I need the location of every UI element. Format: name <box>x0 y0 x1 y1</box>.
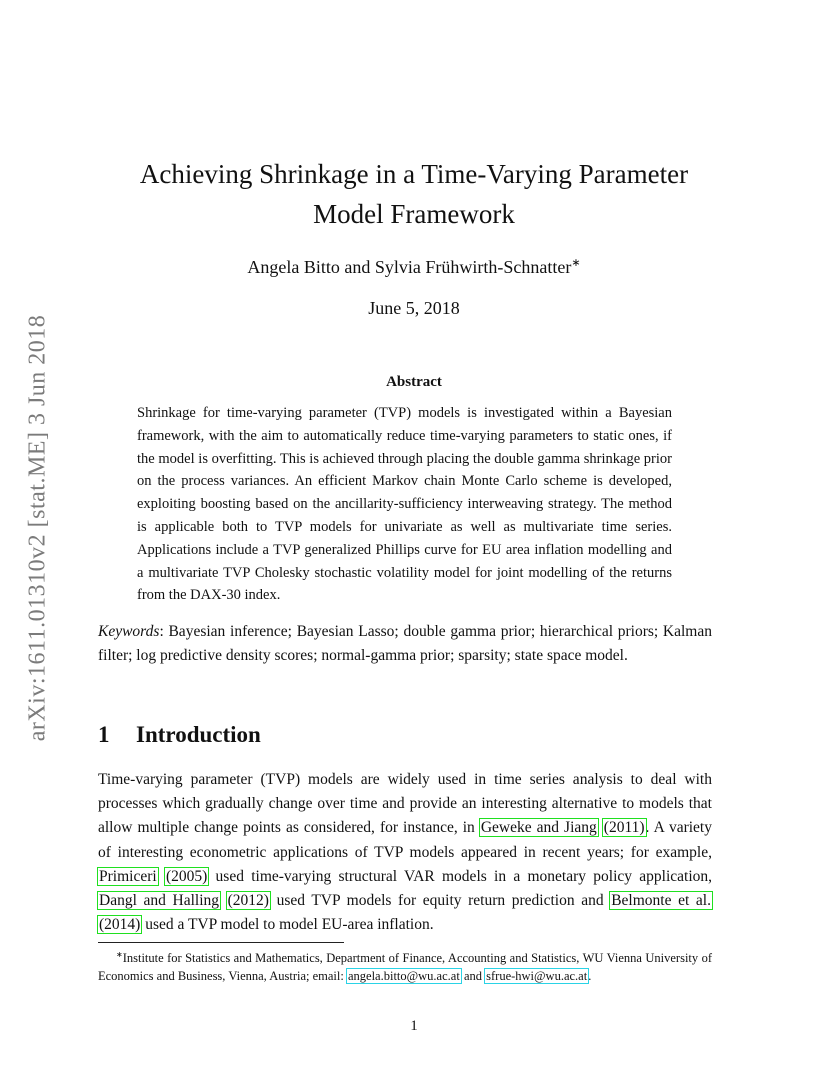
intro-text <box>220 892 227 909</box>
citation-year-link[interactable]: (2014) <box>99 916 141 934</box>
abstract-body: Shrinkage for time-varying parameter (TVP) models is investigated within a Bayesian framework, with the aim to automatically reduce time-varying parameters to static ones, if the model is overfitting. This is achieved through placing the double gamma shrinkage prior on the process variances. An efficient Markov chain Monte Carlo scheme is developed, exploiting boosting based on the ancillarity-sufficiency interweaving strategy. The method is applicable both to TVP models for univariate as well as multivariate time series. Applications include a TVP generalized Phillips curve for EU area inflation modelling and a multivariate TVP Cholesky stochastic volatility model for joint modelling of the returns from the DAX-30 index. <box>137 405 672 604</box>
title-line-1: Achieving Shrinkage in a Time-Varying Parameter <box>139 159 689 189</box>
footnote-mark: ∗ <box>116 950 123 959</box>
intro-paragraph <box>98 768 712 937</box>
intro-text: used time-varying structural VAR models in a monetary policy application, <box>208 867 713 885</box>
intro-text: . A variety of interesting econometric applications of TVP models appeared in recent years; for example, <box>98 819 712 861</box>
footnote-end: . <box>588 969 592 984</box>
footnote <box>98 946 712 985</box>
citation-link[interactable]: Dangl and Halling <box>99 892 219 910</box>
author-names: Angela Bitto and Sylvia Frühwirth-Schnatter <box>247 257 572 277</box>
authors <box>0 256 828 278</box>
footnote-rule <box>98 942 344 943</box>
page-number: 1 <box>410 1018 418 1034</box>
abstract-heading: Abstract <box>386 374 442 390</box>
section-heading <box>98 722 261 748</box>
intro-text: used a TVP model to model EU-area inflation. <box>141 916 434 934</box>
keywords-text: : Bayesian inference; Bayesian Lasso; double gamma prior; hierarchical priors; Kalman filter; log predictive density scores; normal-gamma prior; sparsity; state space model. <box>98 623 712 664</box>
citation-year-link[interactable]: (2011) <box>603 819 645 837</box>
intro-text: used TVP models for equity return prediction and <box>269 892 611 910</box>
citation-link[interactable]: Primiceri <box>99 867 157 885</box>
footnote-and: and <box>460 969 486 984</box>
keywords-label: Keywords <box>98 623 160 640</box>
title-line-2: Model Framework <box>313 199 515 229</box>
paper-date: June 5, 2018 <box>368 298 460 318</box>
citation-year-link[interactable]: (2005) <box>165 867 208 885</box>
citation-link[interactable]: Geweke and Jiang <box>480 819 597 837</box>
citation-year-link[interactable]: (2012) <box>227 892 269 910</box>
arxiv-identifier: arXiv:1611.01310v2 [stat.ME] 3 Jun 2018 <box>24 314 51 742</box>
keywords <box>98 620 712 668</box>
email-link-1[interactable]: angela.bitto@wu.ac.at <box>347 969 460 984</box>
section-number: 1 <box>98 722 110 747</box>
citation-link[interactable]: Belmonte et al. <box>611 892 711 910</box>
paper-title <box>0 154 828 234</box>
intro-text <box>158 868 165 885</box>
intro-text: Time-varying parameter (TVP) models are widely used in time series analysis to deal with processes which gradually change over time and provide an interesting alternative to models that allow multiple change points as considered, for instance, in <box>98 771 712 837</box>
footnote-text: Institute for Statistics and Mathematics, Department of Finance, Accounting and Statistics, WU Vienna University of Economics and Business, Vienna, Austria; email: <box>98 951 712 984</box>
email-link-2[interactable]: sfrue-hwi@wu.ac.at <box>486 969 588 984</box>
author-footnote-mark[interactable]: ∗ <box>571 257 581 269</box>
section-title: Introduction <box>136 722 261 747</box>
